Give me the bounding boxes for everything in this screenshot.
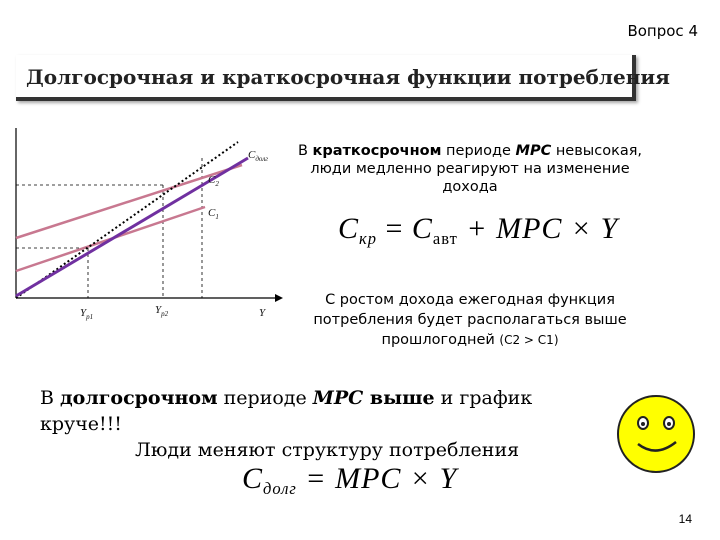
short-run-mpc: MPC bbox=[515, 143, 552, 159]
label-yp1: $Y_{p1}$ bbox=[80, 307, 94, 321]
long-run-text: В долгосрочном периоде MPC выше и график круче!!! Люди меняют структуру потребления bbox=[40, 385, 620, 463]
formula-long-run: $C_{долг}$ = MPC × Y bbox=[242, 462, 458, 498]
smiley-face-icon bbox=[614, 392, 698, 476]
title-bar bbox=[16, 55, 670, 101]
label-y: Y bbox=[259, 307, 266, 319]
label-c2: $C_2$ bbox=[208, 174, 219, 188]
label-c1: $C_1$ bbox=[208, 207, 219, 221]
slide-title: Долгосрочная и краткосрочная функции потребления bbox=[26, 65, 670, 89]
consumption-graph bbox=[10, 128, 300, 333]
formula-short-run: $C_{кр}$ = Cавт + MPC × Y bbox=[338, 212, 619, 248]
short-run-text: В краткосрочном периоде MPC невысокая, люди медленно реагируют на изменение дохода bbox=[297, 143, 643, 195]
growth-paren: (C2 > C1) bbox=[499, 333, 559, 347]
label-yp2: $Y_{p2}$ bbox=[155, 304, 169, 318]
short-run-bold: краткосрочном bbox=[312, 143, 442, 159]
long-run-line2: Люди меняют структуру потребления bbox=[135, 439, 520, 461]
label-c-long: $C_{долг}$ bbox=[248, 149, 268, 163]
x-axis-arrow bbox=[275, 294, 283, 302]
question-label: Вопрос 4 bbox=[627, 22, 698, 40]
page-number: 14 bbox=[678, 512, 692, 526]
growth-text: С ростом дохода ежегодная функция потребления будет располагаться выше прошлогодней (C2 > C1) bbox=[313, 292, 627, 348]
